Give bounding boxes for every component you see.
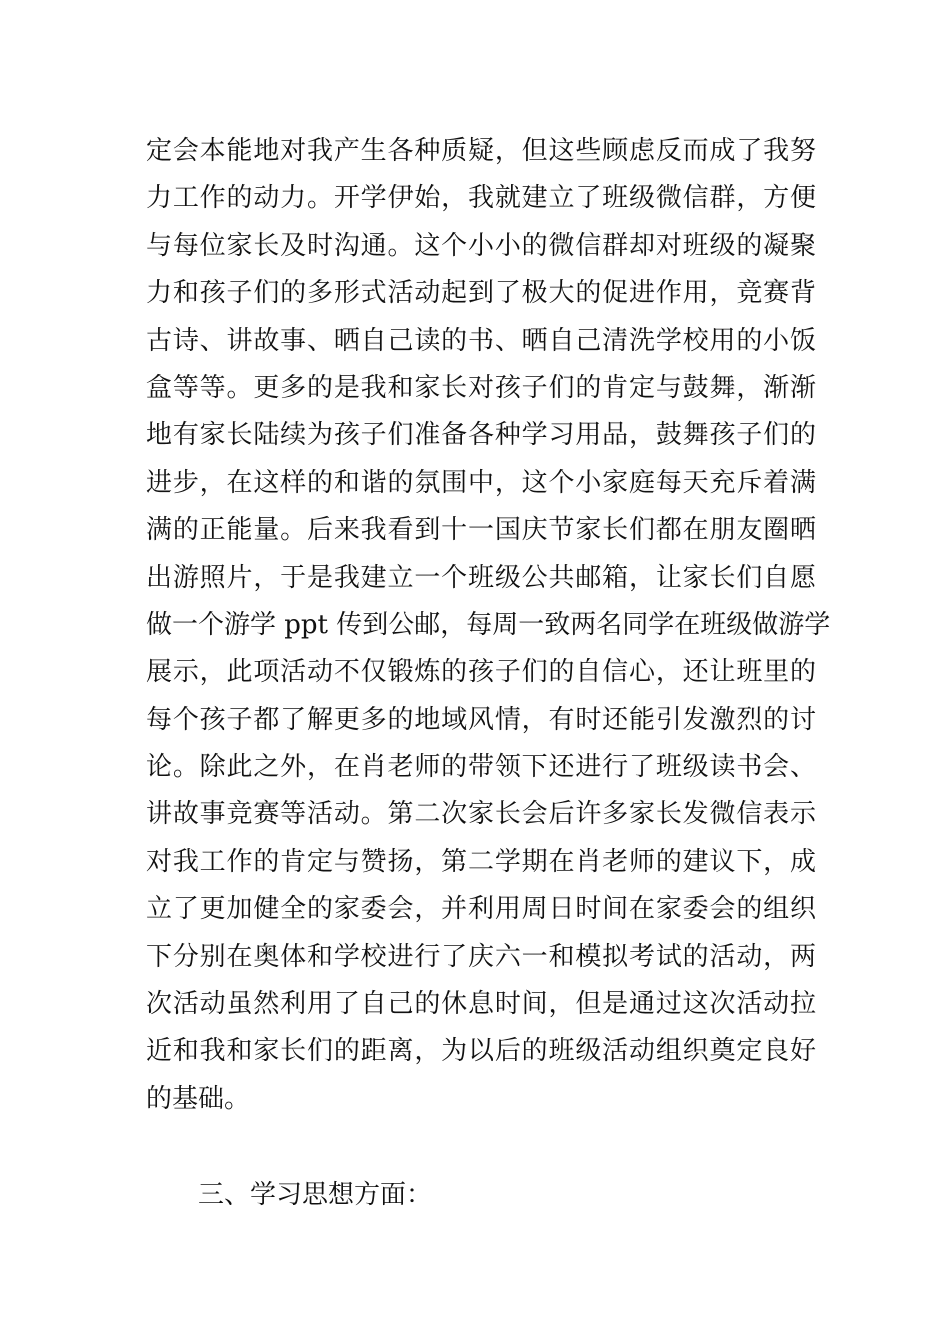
paragraph-line: 与每位家长及时沟通。这个小小的微信群却对班级的凝聚 [146, 230, 816, 261]
paragraph-line: 满的正能量。后来我看到十一国庆节家长们都在朋友圈晒 [146, 515, 816, 546]
paragraph-line: 定会本能地对我产生各种质疑，但这些顾虑反而成了我努 [146, 136, 816, 166]
body-paragraph [146, 128, 831, 1123]
paragraph-line: 力工作的动力。开学伊始，我就建立了班级微信群，方便 [146, 183, 816, 214]
paragraph-line: 立了更加健全的家委会，并利用周日时间在家委会的组织 [146, 894, 816, 925]
paragraph-line: 对我工作的肯定与赞扬，第二学期在肖老师的建议下，成 [146, 846, 816, 877]
paragraph-line: 古诗、讲故事、晒自己读的书、晒自己清洗学校用的小饭 [146, 325, 816, 356]
paragraph-line: 做一个游学 ppt 传到公邮，每周一致两名同学在班级做游学 [146, 609, 831, 640]
paragraph-line: 力和孩子们的多形式活动起到了极大的促进作用，竞赛背 [146, 278, 816, 309]
paragraph-line: 的基础。 [146, 1083, 251, 1114]
paragraph-line: 盒等等。更多的是我和家长对孩子们的肯定与鼓舞，渐渐 [146, 372, 816, 403]
paragraph-line: 近和我和家长们的距离，为以后的班级活动组织奠定良好 [146, 1036, 816, 1067]
paragraph-line: 进步，在这样的和谐的氛围中，这个小家庭每天充斥着满 [146, 467, 816, 498]
paragraph-line: 次活动虽然利用了自己的休息时间，但是通过这次活动拉 [146, 989, 816, 1020]
paragraph-line: 论。除此之外，在肖老师的带领下还进行了班级读书会、 [146, 752, 816, 783]
section-heading: 三、学习思想方面： [198, 1180, 433, 1210]
paragraph-line: 出游照片，于是我建立一个班级公共邮箱，让家长们自愿 [146, 562, 816, 593]
paragraph-line: 下分别在奥体和学校进行了庆六一和模拟考试的活动，两 [146, 941, 816, 972]
paragraph-line: 讲故事竞赛等活动。第二次家长会后许多家长发微信表示 [146, 799, 816, 830]
paragraph-line: 每个孩子都了解更多的地域风情，有时还能引发激烈的讨 [146, 704, 816, 735]
paragraph-line: 地有家长陆续为孩子们准备各种学习用品，鼓舞孩子们的 [146, 420, 816, 451]
paragraph-line: 展示，此项活动不仅锻炼的孩子们的自信心，还让班里的 [146, 657, 816, 688]
